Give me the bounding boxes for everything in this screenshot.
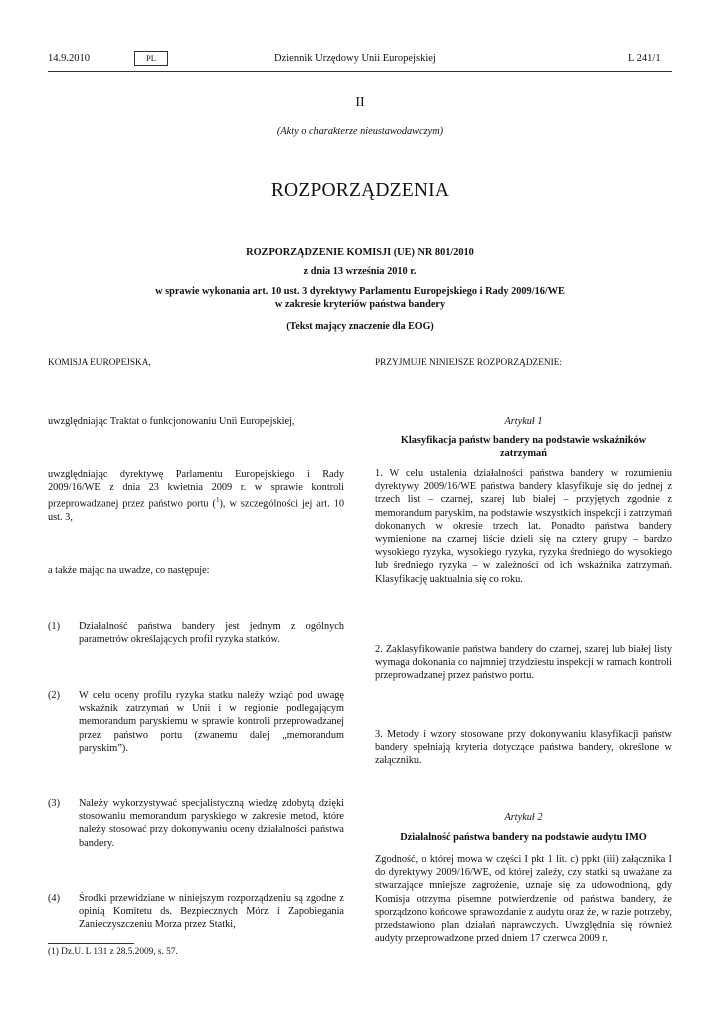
directive-citation: [48, 468, 344, 524]
publication-date: 14.9.2010: [48, 53, 90, 64]
regulation-date: z dnia 13 września 2010 r.: [303, 266, 417, 277]
footnote-text: Dz.U. L 131 z 28.5.2009, s. 57.: [61, 947, 178, 957]
regulation-title: ROZPORZĄDZENIE KOMISJI (UE) NR 801/2010: [246, 247, 474, 258]
footnote-mark: (1): [48, 947, 59, 957]
whereas-clause: a także mając na uwadze, co następuje:: [48, 565, 210, 576]
commission-heading: KOMISJA EUROPEJSKA,: [48, 358, 151, 368]
recital-number: (3): [48, 798, 61, 809]
eea-relevance: (Tekst mający znaczenie dla EOG): [286, 321, 434, 332]
page-reference: L 241/1: [628, 53, 661, 64]
article-2-title: Działalność państwa bandery na podstawie audytu IMO: [400, 832, 647, 843]
section-title: ROZPORZĄDZENIA: [270, 180, 450, 201]
treaty-citation: uwzględniając Traktat o funkcjonowaniu Unii Europejskiej,: [48, 416, 295, 427]
section-subtitle: (Akty o charakterze nieustawodawczym): [276, 126, 444, 137]
directive-citation-a: uwzględniając dyrektywę Parlamentu Europejskiego i Rady 2009/16/WE z dnia 23 kwietnia 2009 r. w sprawie kontroli przeprowadzanej przez państwo portu (: [48, 469, 344, 510]
adoption-formula: PRZYJMUJE NINIEJSZE ROZPORZĄDZENIE:: [375, 358, 562, 368]
recital-text: Środki przewidziane w niniejszym rozporządzeniu są zgodne z opinią Komitetu ds. Bezpiecznych Mórz i Zapobiegania Zanieczyszczeniu Morza przez Statki,: [79, 893, 344, 931]
footnote-rule: [48, 943, 134, 944]
article-1-title: Klasyfikacja państw bandery na podstawie wskaźników zatrzymań: [400, 435, 647, 460]
article-2-paragraph: Zgodność, o której mowa w części I pkt 1 lit. c) ppkt (iii) załącznika I do dyrektywy 2009/16/WE, od której zależy, czy statki są uważane za stwarzające mniejsze zagrożenie, uznaje się za udowodnioną, gdy Komisja otrzyma pisemne potwierdzenie od państwa bandery, że sporządzono końcowe sprawozdanie z audytu oraz że, w razie potrzeby, przedstawiono plan działań naprawczych. Uwzględnia się również audyty przeprowadzone przed dniem 17 czerwca 2009 r.: [375, 854, 672, 945]
footnote-ref: 1: [215, 496, 220, 505]
regulation-subject-1: w sprawie wykonania art. 10 ust. 3 dyrektywy Parlamentu Europejskiego i Rady 2009/16/WE: [155, 286, 565, 297]
article-1-paragraph-2: 2. Zaklasyfikowanie państwa bandery do czarnej, szarej lub białej listy wymaga dokonania co najmniej trzydziestu inspekcji w ramach kontroli przeprowadzanej przez państwo portu.: [375, 644, 672, 682]
recital-number: (4): [48, 893, 61, 904]
article-1-paragraph-3: 3. Metody i wzory stosowane przy dokonywaniu klasyfikacji państw bandery spełniają kryteria dotyczące państwa bandery, określone w załączniku.: [375, 729, 672, 767]
recital-text: W celu oceny profilu ryzyka statku należy wziąć pod uwagę wskaźnik zatrzymań w Unii i w regionie podlegającym memorandum paryskiemu w sprawie kontroli przeprowadzanej przez państwo portu (zwanemu dalej „memorandum paryskim”).: [79, 690, 344, 754]
article-1-paragraph-1: 1. W celu ustalenia działalności państwa bandery w rozumieniu dyrektywy 2009/16/WE państwa bandery klasyfikuje się do jednej z trzech list – czarnej, szarej lub białej – przyjętych zgodnie z memorandum paryskim, na podstawie wszystkich inspekcji i zatrzymań dokonanych w okresie trzech lat. Ponadto państwa bandery wymienione na czarnej liście dzieli się na cztery grupy – bardzo wysokiego ryzyka, wysokiego ryzyka, ryzyka średniego do wysokiego lub średniego ryzyka – w zależności od ich wskaźnika zatrzymań. Klasyfikację uaktualnia się co roku.: [375, 468, 672, 585]
journal-title: Dziennik Urzędowy Unii Europejskiej: [274, 53, 436, 64]
footnote: [48, 947, 178, 957]
recital-text: Działalność państwa bandery jest jednym z ogólnych parametrów określających profil ryzyka statków.: [79, 621, 344, 646]
article-1-label: Artykuł 1: [504, 416, 543, 427]
language-badge: PL: [134, 51, 168, 66]
section-number: II: [355, 95, 365, 110]
recital-text: Należy wykorzystywać specjalistyczną wiedzę zdobytą dzięki stosowaniu memorandum paryskiego w zakresie metod, które należy stosować przy dokonywaniu oceny działalności państwa bandery.: [79, 798, 344, 849]
article-2-label: Artykuł 2: [504, 812, 543, 823]
recital-number: (2): [48, 690, 61, 701]
recital-number: (1): [48, 621, 61, 632]
regulation-subject-2: w zakresie kryteriów państwa bandery: [274, 299, 446, 310]
header-rule: [48, 71, 672, 72]
directive-citation-b: ), w szczególności jej art. 10 ust. 3,: [48, 498, 344, 524]
